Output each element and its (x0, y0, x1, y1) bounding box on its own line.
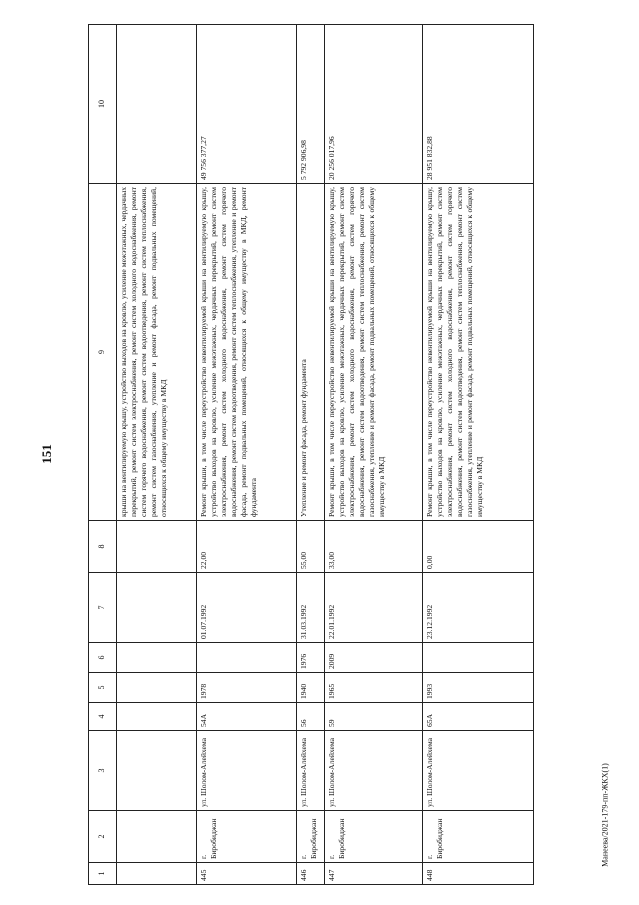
house-cell: 65А (423, 703, 534, 731)
privatization-date-cell: 22.01.1992 (325, 573, 423, 643)
table-row (325, 25, 423, 885)
header-cell: 4 (89, 703, 117, 731)
header-cell: 2 (89, 811, 117, 863)
year-commissioned-cell: 2009 (325, 643, 423, 673)
table-row (297, 25, 325, 885)
row-number (117, 863, 197, 885)
document-footer-code: Манеева/2021-179-пп-ЖКХ(1) (600, 763, 610, 867)
year-commissioned-cell (117, 643, 197, 673)
header-cell: 3 (89, 731, 117, 811)
year-built-cell: 1940 (297, 673, 325, 703)
city-cell: г. Биробиджан (325, 811, 423, 863)
year-commissioned-cell: 1976 (297, 643, 325, 673)
table-row (117, 25, 197, 885)
header-cell: 10 (89, 25, 117, 184)
street-cell: ул. Шолом-Алейхема (197, 731, 297, 811)
year-built-cell: 1993 (423, 673, 534, 703)
house-cell (117, 703, 197, 731)
city-cell: г. Биробиджан (197, 811, 297, 863)
rotated-table-container (88, 25, 533, 885)
year-built-cell: 1965 (325, 673, 423, 703)
header-row (89, 25, 117, 885)
year-built-cell (117, 673, 197, 703)
privatization-date-cell: 31.03.1992 (297, 573, 325, 643)
wear-cell: 33,00 (325, 521, 423, 573)
header-cell: 8 (89, 521, 117, 573)
year-built-cell: 1978 (197, 673, 297, 703)
row-number: 446 (297, 863, 325, 885)
housing-repair-table (88, 24, 534, 885)
header-cell: 9 (89, 184, 117, 521)
table-row (423, 25, 534, 885)
house-cell: 56 (297, 703, 325, 731)
row-number: 447 (325, 863, 423, 885)
privatization-date-cell: 01.07.1992 (197, 573, 297, 643)
privatization-date-cell (117, 573, 197, 643)
cost-cell: 28 951 832,88 (423, 25, 534, 184)
city-cell: г. Биробиджан (423, 811, 534, 863)
header-cell: 1 (89, 863, 117, 885)
house-cell: 54А (197, 703, 297, 731)
row-number: 445 (197, 863, 297, 885)
year-commissioned-cell (423, 643, 534, 673)
table-row (197, 25, 297, 885)
works-cell: Ремонт крыши, в том числе переустройство невентилируемой крыши на вентилируемую крышу, устройство выходов на кровлю, усиление межэтажных, чердачных перекрытий, ремонт систем электроснабжения, ремонт систем холодного водоснабжения, ремонт систем горячего водоснабжения, ремонт систем водоотведения, ремонт систем теплоснабжения, ремонт систем газоснабжения, утепление и ремонт фасада, ремонт подвальных помещений, относящихся к общему имуществу в МКД (423, 184, 534, 521)
page-number: 151 (39, 444, 54, 464)
house-cell: 59 (325, 703, 423, 731)
wear-cell (117, 521, 197, 573)
wear-cell: 55,00 (297, 521, 325, 573)
header-cell: 5 (89, 673, 117, 703)
cost-cell (117, 25, 197, 184)
street-cell: ул. Шолом-Алейхема (297, 731, 325, 811)
cost-cell: 49 756 377,27 (197, 25, 297, 184)
works-cell: Ремонт крыши, в том числе переустройство невентилируемой крыши на вентилируемую крышу, устройство выходов на кровлю, усиление межэтажных, чердачных перекрытий, ремонт систем электроснабжения, ремонт систем холодного водоснабжения, ремонт систем горячего водоснабжения, ремонт систем водоотведения, ремонт систем теплоснабжения, ремонт систем газоснабжения, утепление и ремонт фасада, ремонт подвальных помещений, относящихся к общему имуществу в МКД (325, 184, 423, 521)
street-cell (117, 731, 197, 811)
header-cell: 7 (89, 573, 117, 643)
works-cell: крыши на вентилируемую крышу, устройство выходов на кровлю, усиление межэтажных, чердачных перекрытий, ремонт систем электроснабжения, ремонт систем холодного водоснабжения, ремонт систем горячего водоснабжения, ремонт систем водоотведения, ремонт систем теплоснабжения, ремонт систем газоснабжения, утепление и ремонт фасада, ремонт подвальных помещений, относящихся к общему имуществу в МКД (117, 184, 197, 521)
wear-cell: 0,00 (423, 521, 534, 573)
header-cell: 6 (89, 643, 117, 673)
row-number: 448 (423, 863, 534, 885)
year-commissioned-cell (197, 643, 297, 673)
city-cell (117, 811, 197, 863)
works-cell: Утепление и ремонт фасада, ремонт фундамента (297, 184, 325, 521)
street-cell: ул. Шолом-Алейхема (325, 731, 423, 811)
city-cell: г. Биробиджан (297, 811, 325, 863)
cost-cell: 5 792 906,98 (297, 25, 325, 184)
cost-cell: 20 256 017,96 (325, 25, 423, 184)
wear-cell: 22,00 (197, 521, 297, 573)
privatization-date-cell: 23.12.1992 (423, 573, 534, 643)
street-cell: ул. Шолом-Алейхема (423, 731, 534, 811)
works-cell: Ремонт крыши, в том числе переустройство невентилируемой крыши на вентилируемую крышу, устройство выходов на кровлю, усиление межэтажных, чердачных перекрытий, ремонт систем электроснабжения, ремонт систем холодного водоснабжения, ремонт систем горячего водоснабжения, ремонт систем водоотведения, ремонт систем теплоснабжения, утепление и ремонт фасада, ремонт подвальных помещений, относящихся к общему имуществу в МКД, ремонт фундамента (197, 184, 297, 521)
